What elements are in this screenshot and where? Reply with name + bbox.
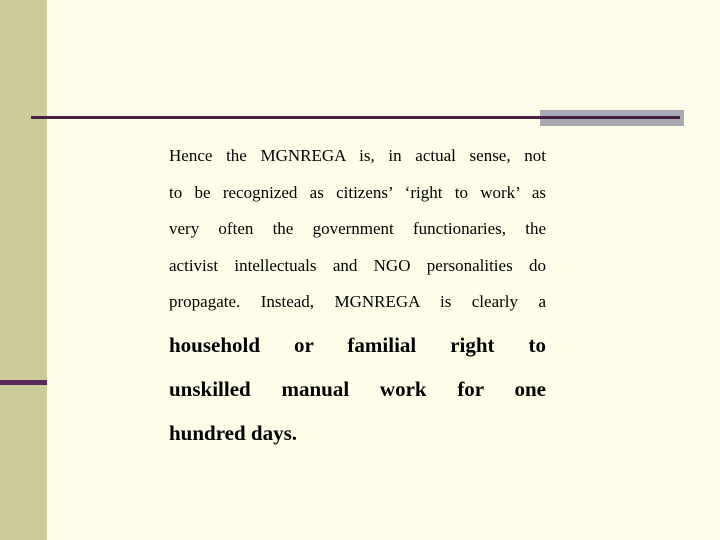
body-line: to be recognized as citizens’ ‘right to work’ as <box>169 182 546 202</box>
slide-body <box>169 138 546 455</box>
left-accent-line <box>0 380 47 385</box>
body-line: propagate. Instead, MGNREGA is clearly a <box>169 292 546 311</box>
emphasis-line: household or familial right to <box>169 332 546 357</box>
body-line: very often the government functionaries, the <box>169 219 546 238</box>
body-line: activist intellectuals and NGO personalities do <box>169 255 546 275</box>
emphasis-line: unskilled manual work for one <box>169 376 546 401</box>
left-sidebar-bar <box>0 0 47 540</box>
emphasis-line: hundred days. <box>169 420 298 445</box>
title-rule <box>31 116 680 119</box>
body-line: Hence the MGNREGA is, in actual sense, not <box>169 146 546 165</box>
